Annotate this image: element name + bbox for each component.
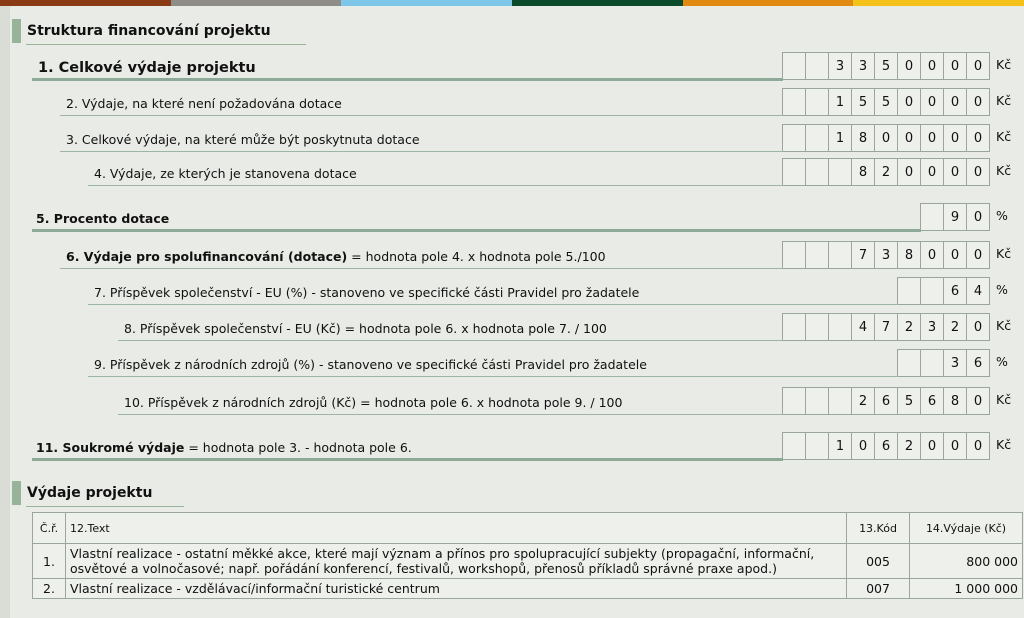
row-label xyxy=(94,357,647,372)
digit-box[interactable]: 4 xyxy=(851,313,875,341)
row-label-bold: 6. Výdaje pro spolufinancování (dotace) xyxy=(66,249,348,264)
row-unit: Kč xyxy=(996,57,1012,72)
digit-box[interactable]: 0 xyxy=(897,124,921,152)
row-label xyxy=(124,395,622,410)
top-color-bar xyxy=(0,0,1024,6)
digit-box[interactable]: 3 xyxy=(920,313,944,341)
section-title: Struktura financování projektu xyxy=(27,23,271,39)
row-label-bold: 1. Celkové výdaje projektu xyxy=(38,60,256,76)
digit-box[interactable]: 0 xyxy=(920,88,944,116)
digit-box[interactable]: 5 xyxy=(874,88,898,116)
digit-box[interactable]: 3 xyxy=(874,241,898,269)
color-stripe-5 xyxy=(683,0,854,6)
digit-box[interactable]: 5 xyxy=(874,52,898,80)
digit-box[interactable]: 0 xyxy=(966,203,990,231)
digit-box[interactable]: 0 xyxy=(920,158,944,186)
digit-box[interactable]: 0 xyxy=(897,158,921,186)
row-label-text: = hodnota pole 3. - hodnota pole 6. xyxy=(184,440,412,455)
color-stripe-2 xyxy=(171,0,342,6)
digit-box[interactable] xyxy=(805,158,829,186)
digit-box[interactable] xyxy=(805,387,829,415)
row-label-text: 10. Příspěvek z národních zdrojů (Kč) = hodnota pole 6. x hodnota pole 9. / 100 xyxy=(124,395,623,410)
digit-box[interactable] xyxy=(782,124,806,152)
digit-box[interactable] xyxy=(805,432,829,460)
row-label-text: 2. Výdaje, na které není požadována dotace xyxy=(66,96,342,111)
expenses-table xyxy=(32,512,1023,599)
digit-box[interactable]: 0 xyxy=(966,88,990,116)
row-underline xyxy=(88,185,783,186)
row-label-text: 3. Celkové výdaje, na které může být poskytnuta dotace xyxy=(66,132,420,147)
row-label-bold: 11. Soukromé výdaje xyxy=(36,440,185,455)
digit-box[interactable]: 6 xyxy=(943,277,967,305)
table-row xyxy=(33,544,1023,579)
row-underline xyxy=(118,340,783,341)
row-label-text: 7. Příspěvek společenství - EU (%) - stanoveno ve specifické části Pravidel pro žadatele xyxy=(94,285,640,300)
digit-box[interactable]: 9 xyxy=(943,203,967,231)
table-header-row xyxy=(33,513,1023,544)
row-underline xyxy=(118,414,783,415)
table-row xyxy=(33,579,1023,599)
row-unit: % xyxy=(996,208,1008,223)
digit-box[interactable] xyxy=(782,241,806,269)
digit-box[interactable]: 0 xyxy=(943,52,967,80)
row-label xyxy=(94,166,357,181)
row-label xyxy=(38,60,256,76)
digit-box[interactable]: 0 xyxy=(966,313,990,341)
row-unit: Kč xyxy=(996,392,1012,407)
digit-boxes[interactable] xyxy=(783,158,990,186)
digit-box[interactable] xyxy=(897,349,921,377)
cell-number: 2. xyxy=(33,579,66,599)
digit-box[interactable]: 0 xyxy=(897,52,921,80)
row-label-text: 4. Výdaje, ze kterých je stanovena dotace xyxy=(94,166,357,181)
digit-box[interactable] xyxy=(782,387,806,415)
row-label xyxy=(66,249,606,264)
row-underline xyxy=(88,304,898,305)
digit-box[interactable] xyxy=(805,241,829,269)
digit-box[interactable] xyxy=(828,241,852,269)
digit-box[interactable]: 4 xyxy=(966,277,990,305)
digit-box[interactable]: 8 xyxy=(851,124,875,152)
cell-number: 1. xyxy=(33,544,66,579)
digit-box[interactable]: 0 xyxy=(874,124,898,152)
digit-boxes[interactable] xyxy=(921,203,990,231)
digit-box[interactable]: 0 xyxy=(966,387,990,415)
digit-box[interactable]: 6 xyxy=(966,349,990,377)
digit-box[interactable] xyxy=(782,432,806,460)
cell-amount: 800 000 xyxy=(910,544,1023,579)
digit-box[interactable]: 1 xyxy=(828,124,852,152)
section-marker xyxy=(12,481,21,505)
digit-box[interactable]: 0 xyxy=(966,158,990,186)
section-marker xyxy=(12,19,21,43)
digit-box[interactable]: 0 xyxy=(943,432,967,460)
color-stripe-1 xyxy=(0,0,171,6)
row-label-text: 9. Příspěvek z národních zdrojů (%) - stanoveno ve specifické části Pravidel pro žadatele xyxy=(94,357,647,372)
section-title: Výdaje projektu xyxy=(27,485,153,501)
digit-box[interactable]: 2 xyxy=(897,313,921,341)
digit-box[interactable] xyxy=(805,52,829,80)
row-label-text: 8. Příspěvek společenství - EU (Kč) = hodnota pole 6. x hodnota pole 7. / 100 xyxy=(124,321,607,336)
row-unit: Kč xyxy=(996,437,1012,452)
digit-box[interactable]: 5 xyxy=(851,88,875,116)
row-unit: Kč xyxy=(996,246,1012,261)
digit-box[interactable]: 6 xyxy=(920,387,944,415)
digit-box[interactable]: 1 xyxy=(828,432,852,460)
row-unit: Kč xyxy=(996,129,1012,144)
digit-box[interactable] xyxy=(805,88,829,116)
digit-box[interactable] xyxy=(782,158,806,186)
row-unit: % xyxy=(996,282,1008,297)
digit-box[interactable]: 0 xyxy=(920,432,944,460)
row-unit: % xyxy=(996,354,1008,369)
row-label-bold: 5. Procento dotace xyxy=(36,211,170,226)
row-unit: Kč xyxy=(996,318,1012,333)
digit-box[interactable] xyxy=(782,88,806,116)
digit-box[interactable]: 0 xyxy=(943,124,967,152)
col-header-code: 13.Kód xyxy=(847,513,910,544)
cell-text: Vlastní realizace - ostatní měkké akce, které mají význam a přínos pro spolupracující subjekty (propagační, informační, osvětové a volnočasové; např. pořádání konferencí, festivalů, workshopů, přenosů příkladů správné praxe apod.) xyxy=(66,544,847,579)
digit-box[interactable]: 2 xyxy=(943,313,967,341)
digit-box[interactable]: 0 xyxy=(943,88,967,116)
digit-box[interactable] xyxy=(805,313,829,341)
digit-box[interactable]: 0 xyxy=(943,158,967,186)
digit-box[interactable]: 0 xyxy=(897,88,921,116)
digit-box[interactable]: 8 xyxy=(851,158,875,186)
digit-box[interactable] xyxy=(920,277,944,305)
digit-box[interactable]: 3 xyxy=(943,349,967,377)
digit-box[interactable] xyxy=(828,158,852,186)
digit-box[interactable]: 0 xyxy=(943,241,967,269)
digit-box[interactable]: 0 xyxy=(966,52,990,80)
section-header-financing xyxy=(12,19,271,43)
digit-box[interactable]: 1 xyxy=(828,88,852,116)
digit-box[interactable]: 0 xyxy=(920,52,944,80)
row-unit: Kč xyxy=(996,163,1012,178)
digit-box[interactable]: 0 xyxy=(851,432,875,460)
digit-boxes[interactable] xyxy=(898,349,990,377)
digit-boxes[interactable] xyxy=(783,387,990,415)
section-header-expenses xyxy=(12,481,152,505)
digit-box[interactable]: 3 xyxy=(851,52,875,80)
digit-box[interactable]: 5 xyxy=(897,387,921,415)
col-header-text: 12.Text xyxy=(66,513,847,544)
row-underline xyxy=(60,151,783,152)
digit-boxes[interactable] xyxy=(898,277,990,305)
digit-box[interactable] xyxy=(828,313,852,341)
row-label-text: = hodnota pole 4. x hodnota pole 5./100 xyxy=(347,249,606,264)
row-underline xyxy=(60,268,783,269)
digit-box[interactable]: 7 xyxy=(874,313,898,341)
digit-box[interactable] xyxy=(805,124,829,152)
color-stripe-3 xyxy=(341,0,512,6)
row-underline xyxy=(32,458,783,461)
digit-box[interactable]: 0 xyxy=(966,241,990,269)
digit-box[interactable]: 6 xyxy=(874,432,898,460)
digit-box[interactable] xyxy=(828,387,852,415)
color-stripe-6 xyxy=(853,0,1024,6)
row-underline xyxy=(60,115,783,116)
digit-box[interactable]: 0 xyxy=(920,124,944,152)
digit-box[interactable] xyxy=(920,349,944,377)
col-header-amount: 14.Výdaje (Kč) xyxy=(910,513,1023,544)
row-underline xyxy=(88,376,898,377)
digit-box[interactable] xyxy=(897,277,921,305)
digit-boxes[interactable] xyxy=(783,241,990,269)
row-underline xyxy=(32,229,921,232)
digit-box[interactable] xyxy=(920,203,944,231)
digit-boxes[interactable] xyxy=(783,52,990,80)
color-stripe-4 xyxy=(512,0,683,6)
digit-box[interactable]: 2 xyxy=(874,158,898,186)
digit-boxes[interactable] xyxy=(783,124,990,152)
digit-box[interactable]: 3 xyxy=(828,52,852,80)
digit-box[interactable]: 2 xyxy=(851,387,875,415)
row-label xyxy=(66,96,342,111)
cell-text: Vlastní realizace - vzdělávací/informační turistické centrum xyxy=(66,579,847,599)
row-label xyxy=(94,285,639,300)
digit-box[interactable]: 8 xyxy=(897,241,921,269)
left-rail xyxy=(0,6,10,618)
digit-box[interactable] xyxy=(782,313,806,341)
digit-box[interactable] xyxy=(782,52,806,80)
row-label xyxy=(124,321,607,336)
cell-code: 007 xyxy=(847,579,910,599)
row-label xyxy=(66,132,420,147)
row-label xyxy=(36,440,412,455)
digit-box[interactable]: 2 xyxy=(897,432,921,460)
digit-box[interactable]: 0 xyxy=(966,432,990,460)
digit-boxes[interactable] xyxy=(783,88,990,116)
cell-code: 005 xyxy=(847,544,910,579)
row-underline xyxy=(32,78,783,81)
row-label xyxy=(36,211,169,226)
digit-box[interactable]: 7 xyxy=(851,241,875,269)
digit-box[interactable]: 0 xyxy=(966,124,990,152)
row-unit: Kč xyxy=(996,93,1012,108)
digit-box[interactable]: 8 xyxy=(943,387,967,415)
col-header-number: Č.ř. xyxy=(33,513,66,544)
digit-boxes[interactable] xyxy=(783,432,990,460)
digit-box[interactable]: 6 xyxy=(874,387,898,415)
cell-amount: 1 000 000 xyxy=(910,579,1023,599)
digit-boxes[interactable] xyxy=(783,313,990,341)
digit-box[interactable]: 0 xyxy=(920,241,944,269)
